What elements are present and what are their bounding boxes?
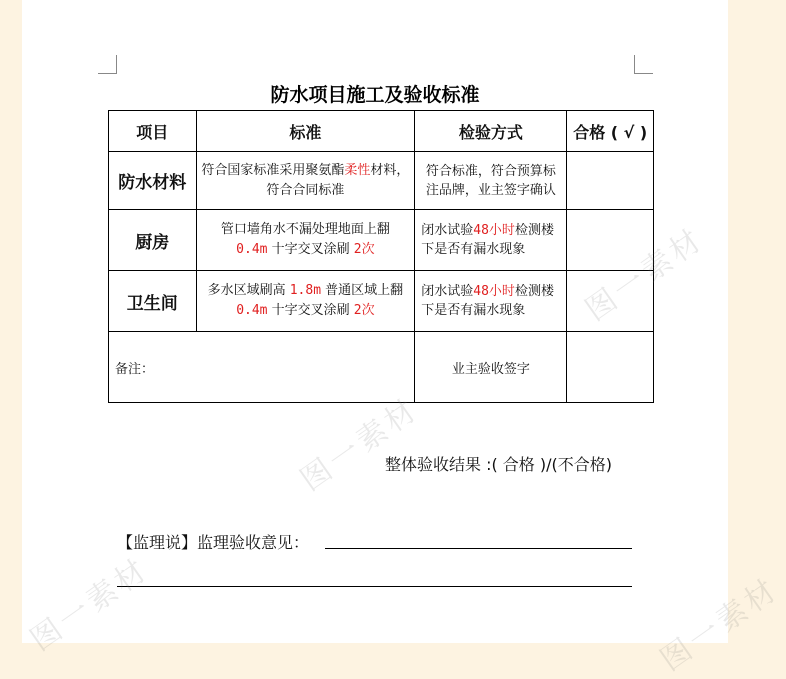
inspection-text: 闭水试验: [421, 284, 474, 299]
standard-text: 材料，符合合同标准: [266, 162, 410, 198]
standard-text: 普通区域上翻: [321, 283, 404, 298]
note-cell[interactable]: 备注：: [109, 332, 415, 403]
standard-highlight: 1.8m: [289, 283, 322, 298]
standard-cell: [196, 152, 415, 210]
standard-highlight: 柔性: [344, 162, 371, 178]
standard-text: 管口墙角水不漏处理地面上翻: [220, 222, 390, 237]
supervisor-opinion-label: 【监理说】监理验收意见：: [117, 533, 310, 552]
table-row: [109, 152, 654, 210]
acceptance-table: [108, 110, 654, 403]
header-inspection: 检验方式: [415, 111, 567, 152]
document-title: 防水项目施工及验收标准: [270, 84, 480, 106]
standard-text: 多水区域刷高: [207, 283, 290, 298]
inspection-cell: [415, 271, 567, 332]
table-row: [109, 332, 654, 403]
standard-cell: [196, 271, 415, 332]
inspection-text: 检测楼下是否有漏水现象: [421, 284, 554, 318]
corner-mark-top-left: [98, 55, 117, 74]
standard-text: 十字交叉涂刷: [267, 242, 350, 257]
row-item-bathroom: 卫生间: [109, 271, 197, 332]
opinion-underline[interactable]: [325, 548, 632, 549]
standard-text: 十字交叉涂刷: [267, 303, 354, 318]
inspection-text: 闭水试验: [421, 223, 474, 238]
table-row: [109, 271, 654, 332]
header-pass: 合格 ( √ ): [567, 111, 654, 152]
inspection-highlight: 48小时: [473, 223, 515, 238]
pass-check-cell[interactable]: [567, 152, 654, 210]
table-row: [109, 210, 654, 271]
owner-sign-cell: 业主验收签字: [415, 332, 567, 403]
pass-check-cell[interactable]: [567, 271, 654, 332]
owner-sign-blank[interactable]: [567, 332, 654, 403]
inspection-highlight: 48小时: [473, 284, 515, 299]
standard-highlight: 0.4m: [236, 242, 268, 257]
inspection-cell: [415, 210, 567, 271]
inspection-cell: 符合标准，符合预算标注品牌，业主签字确认: [415, 152, 567, 210]
header-item: 项目: [109, 111, 197, 152]
standard-cell: [196, 210, 415, 271]
inspection-text: 检测楼下是否有漏水现象: [421, 223, 554, 257]
table-header-row: [109, 111, 654, 152]
pass-check-cell[interactable]: [567, 210, 654, 271]
standard-highlight: 0.4m: [236, 303, 268, 318]
header-standard: 标准: [196, 111, 415, 152]
overall-result: 整体验收结果 :( 合格 )/(不合格): [385, 455, 613, 474]
standard-text: 符合国家标准采用聚氨酯: [201, 162, 345, 178]
standard-highlight: 2次: [353, 242, 375, 257]
opinion-underline-2[interactable]: [117, 586, 632, 587]
corner-mark-top-right: [634, 55, 653, 74]
row-item-kitchen: 厨房: [109, 210, 197, 271]
row-item-waterproof-material: 防水材料: [109, 152, 197, 210]
standard-highlight: 2次: [353, 303, 375, 318]
